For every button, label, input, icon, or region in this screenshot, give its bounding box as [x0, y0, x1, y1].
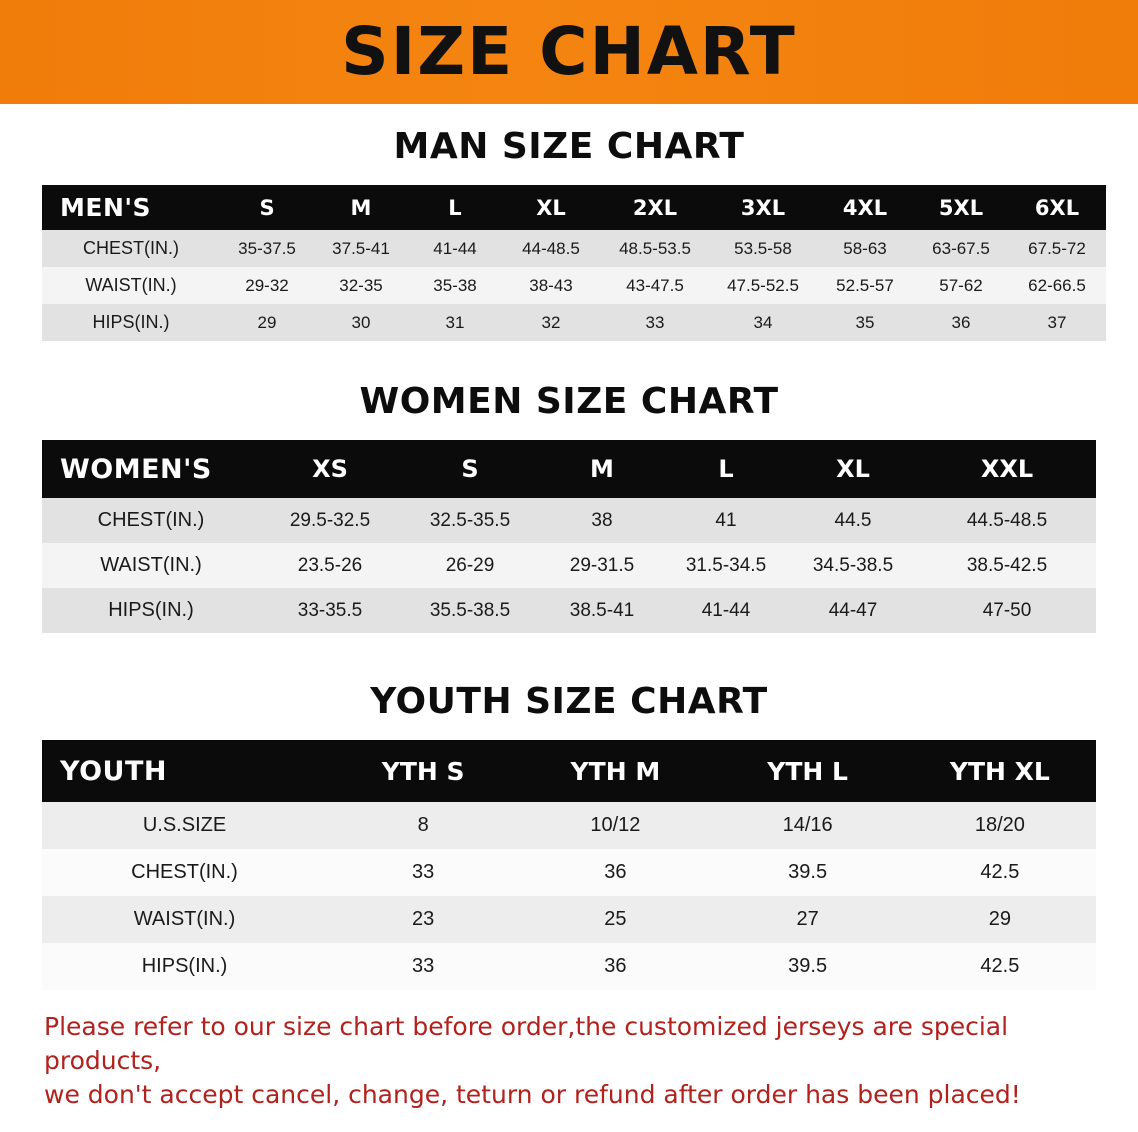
col-header-6xl: 6XL [1008, 185, 1106, 230]
col-header-4xl: 4XL [816, 185, 914, 230]
row-label: HIPS(IN.) [42, 304, 220, 341]
col-header-xxl: XXL [918, 440, 1096, 498]
cell: 58-63 [816, 230, 914, 267]
col-header-yth-m: YTH M [519, 740, 711, 802]
cell: 36 [519, 849, 711, 896]
col-header-s: S [400, 440, 540, 498]
cell: 39.5 [712, 849, 904, 896]
cell: 44.5-48.5 [918, 498, 1096, 543]
cell: 44.5 [788, 498, 918, 543]
col-header-xl: XL [788, 440, 918, 498]
cell: 37.5-41 [314, 230, 408, 267]
man-section-heading: MAN SIZE CHART [393, 126, 745, 167]
cell: 27 [712, 896, 904, 943]
cell: 26-29 [400, 543, 540, 588]
cell: 29 [220, 304, 314, 341]
cell: 44-47 [788, 588, 918, 633]
cell: 31.5-34.5 [664, 543, 788, 588]
row-label: WAIST(IN.) [42, 896, 327, 943]
policy-note-line-1: Please refer to our size chart before order,the customized jerseys are special products, [44, 1012, 1009, 1075]
policy-note [44, 1010, 1094, 1111]
women-table-wrapper [42, 440, 1096, 633]
cell: 29-32 [220, 267, 314, 304]
table-row [42, 304, 1106, 341]
cell: 29.5-32.5 [260, 498, 400, 543]
cell: 32-35 [314, 267, 408, 304]
cell: 47-50 [918, 588, 1096, 633]
policy-note-line-2: we don't accept cancel, change, teturn or refund after order has been placed! [44, 1079, 1021, 1109]
table-row [42, 543, 1096, 588]
cell: 53.5-58 [710, 230, 816, 267]
youth-table-wrapper [42, 740, 1096, 990]
cell: 35.5-38.5 [400, 588, 540, 633]
col-header-m: M [540, 440, 664, 498]
table-header-row [42, 740, 1096, 802]
page-title: SIZE CHART [341, 13, 797, 90]
cell: 33 [327, 943, 519, 990]
youth-size-table [42, 740, 1096, 990]
col-header-womens: WOMEN'S [42, 440, 260, 498]
cell: 23 [327, 896, 519, 943]
col-header-l: L [408, 185, 502, 230]
cell: 34.5-38.5 [788, 543, 918, 588]
cell: 32 [502, 304, 600, 341]
cell: 14/16 [712, 802, 904, 849]
table-row [42, 267, 1106, 304]
cell: 32.5-35.5 [400, 498, 540, 543]
table-header-row [42, 440, 1096, 498]
cell: 31 [408, 304, 502, 341]
cell: 29 [904, 896, 1096, 943]
cell: 36 [519, 943, 711, 990]
men-size-table [42, 185, 1106, 341]
cell: 41-44 [408, 230, 502, 267]
cell: 35-37.5 [220, 230, 314, 267]
col-header-m: M [314, 185, 408, 230]
cell: 10/12 [519, 802, 711, 849]
cell: 62-66.5 [1008, 267, 1106, 304]
col-header-mens: MEN'S [42, 185, 220, 230]
cell: 41-44 [664, 588, 788, 633]
cell: 23.5-26 [260, 543, 400, 588]
col-header-xl: XL [502, 185, 600, 230]
cell: 34 [710, 304, 816, 341]
col-header-youth: YOUTH [42, 740, 327, 802]
cell: 63-67.5 [914, 230, 1008, 267]
row-label: WAIST(IN.) [42, 267, 220, 304]
cell: 44-48.5 [502, 230, 600, 267]
col-header-yth-l: YTH L [712, 740, 904, 802]
cell: 52.5-57 [816, 267, 914, 304]
col-header-2xl: 2XL [600, 185, 710, 230]
cell: 33-35.5 [260, 588, 400, 633]
row-label: HIPS(IN.) [42, 588, 260, 633]
row-label: CHEST(IN.) [42, 498, 260, 543]
col-header-xs: XS [260, 440, 400, 498]
cell: 33 [600, 304, 710, 341]
row-label: U.S.SIZE [42, 802, 327, 849]
cell: 38 [540, 498, 664, 543]
col-header-yth-s: YTH S [327, 740, 519, 802]
cell: 41 [664, 498, 788, 543]
table-row [42, 849, 1096, 896]
cell: 38.5-41 [540, 588, 664, 633]
row-label: CHEST(IN.) [42, 849, 327, 896]
table-row [42, 896, 1096, 943]
cell: 35 [816, 304, 914, 341]
cell: 47.5-52.5 [710, 267, 816, 304]
cell: 8 [327, 802, 519, 849]
col-header-3xl: 3XL [710, 185, 816, 230]
cell: 42.5 [904, 943, 1096, 990]
cell: 33 [327, 849, 519, 896]
cell: 39.5 [712, 943, 904, 990]
table-row [42, 588, 1096, 633]
cell: 38.5-42.5 [918, 543, 1096, 588]
cell: 36 [914, 304, 1008, 341]
table-row [42, 230, 1106, 267]
col-header-5xl: 5XL [914, 185, 1008, 230]
cell: 18/20 [904, 802, 1096, 849]
women-size-table [42, 440, 1096, 633]
cell: 37 [1008, 304, 1106, 341]
cell: 38-43 [502, 267, 600, 304]
col-header-yth-xl: YTH XL [904, 740, 1096, 802]
banner [0, 0, 1138, 104]
cell: 57-62 [914, 267, 1008, 304]
cell: 35-38 [408, 267, 502, 304]
cell: 43-47.5 [600, 267, 710, 304]
row-label: HIPS(IN.) [42, 943, 327, 990]
table-row [42, 802, 1096, 849]
cell: 67.5-72 [1008, 230, 1106, 267]
cell: 42.5 [904, 849, 1096, 896]
cell: 48.5-53.5 [600, 230, 710, 267]
table-row [42, 943, 1096, 990]
cell: 25 [519, 896, 711, 943]
row-label: WAIST(IN.) [42, 543, 260, 588]
women-section-heading: WOMEN SIZE CHART [359, 381, 779, 422]
youth-section-heading: YOUTH SIZE CHART [370, 681, 768, 722]
table-header-row [42, 185, 1106, 230]
col-header-s: S [220, 185, 314, 230]
row-label: CHEST(IN.) [42, 230, 220, 267]
table-row [42, 498, 1096, 543]
man-table-wrapper [42, 185, 1096, 341]
col-header-l: L [664, 440, 788, 498]
cell: 29-31.5 [540, 543, 664, 588]
cell: 30 [314, 304, 408, 341]
